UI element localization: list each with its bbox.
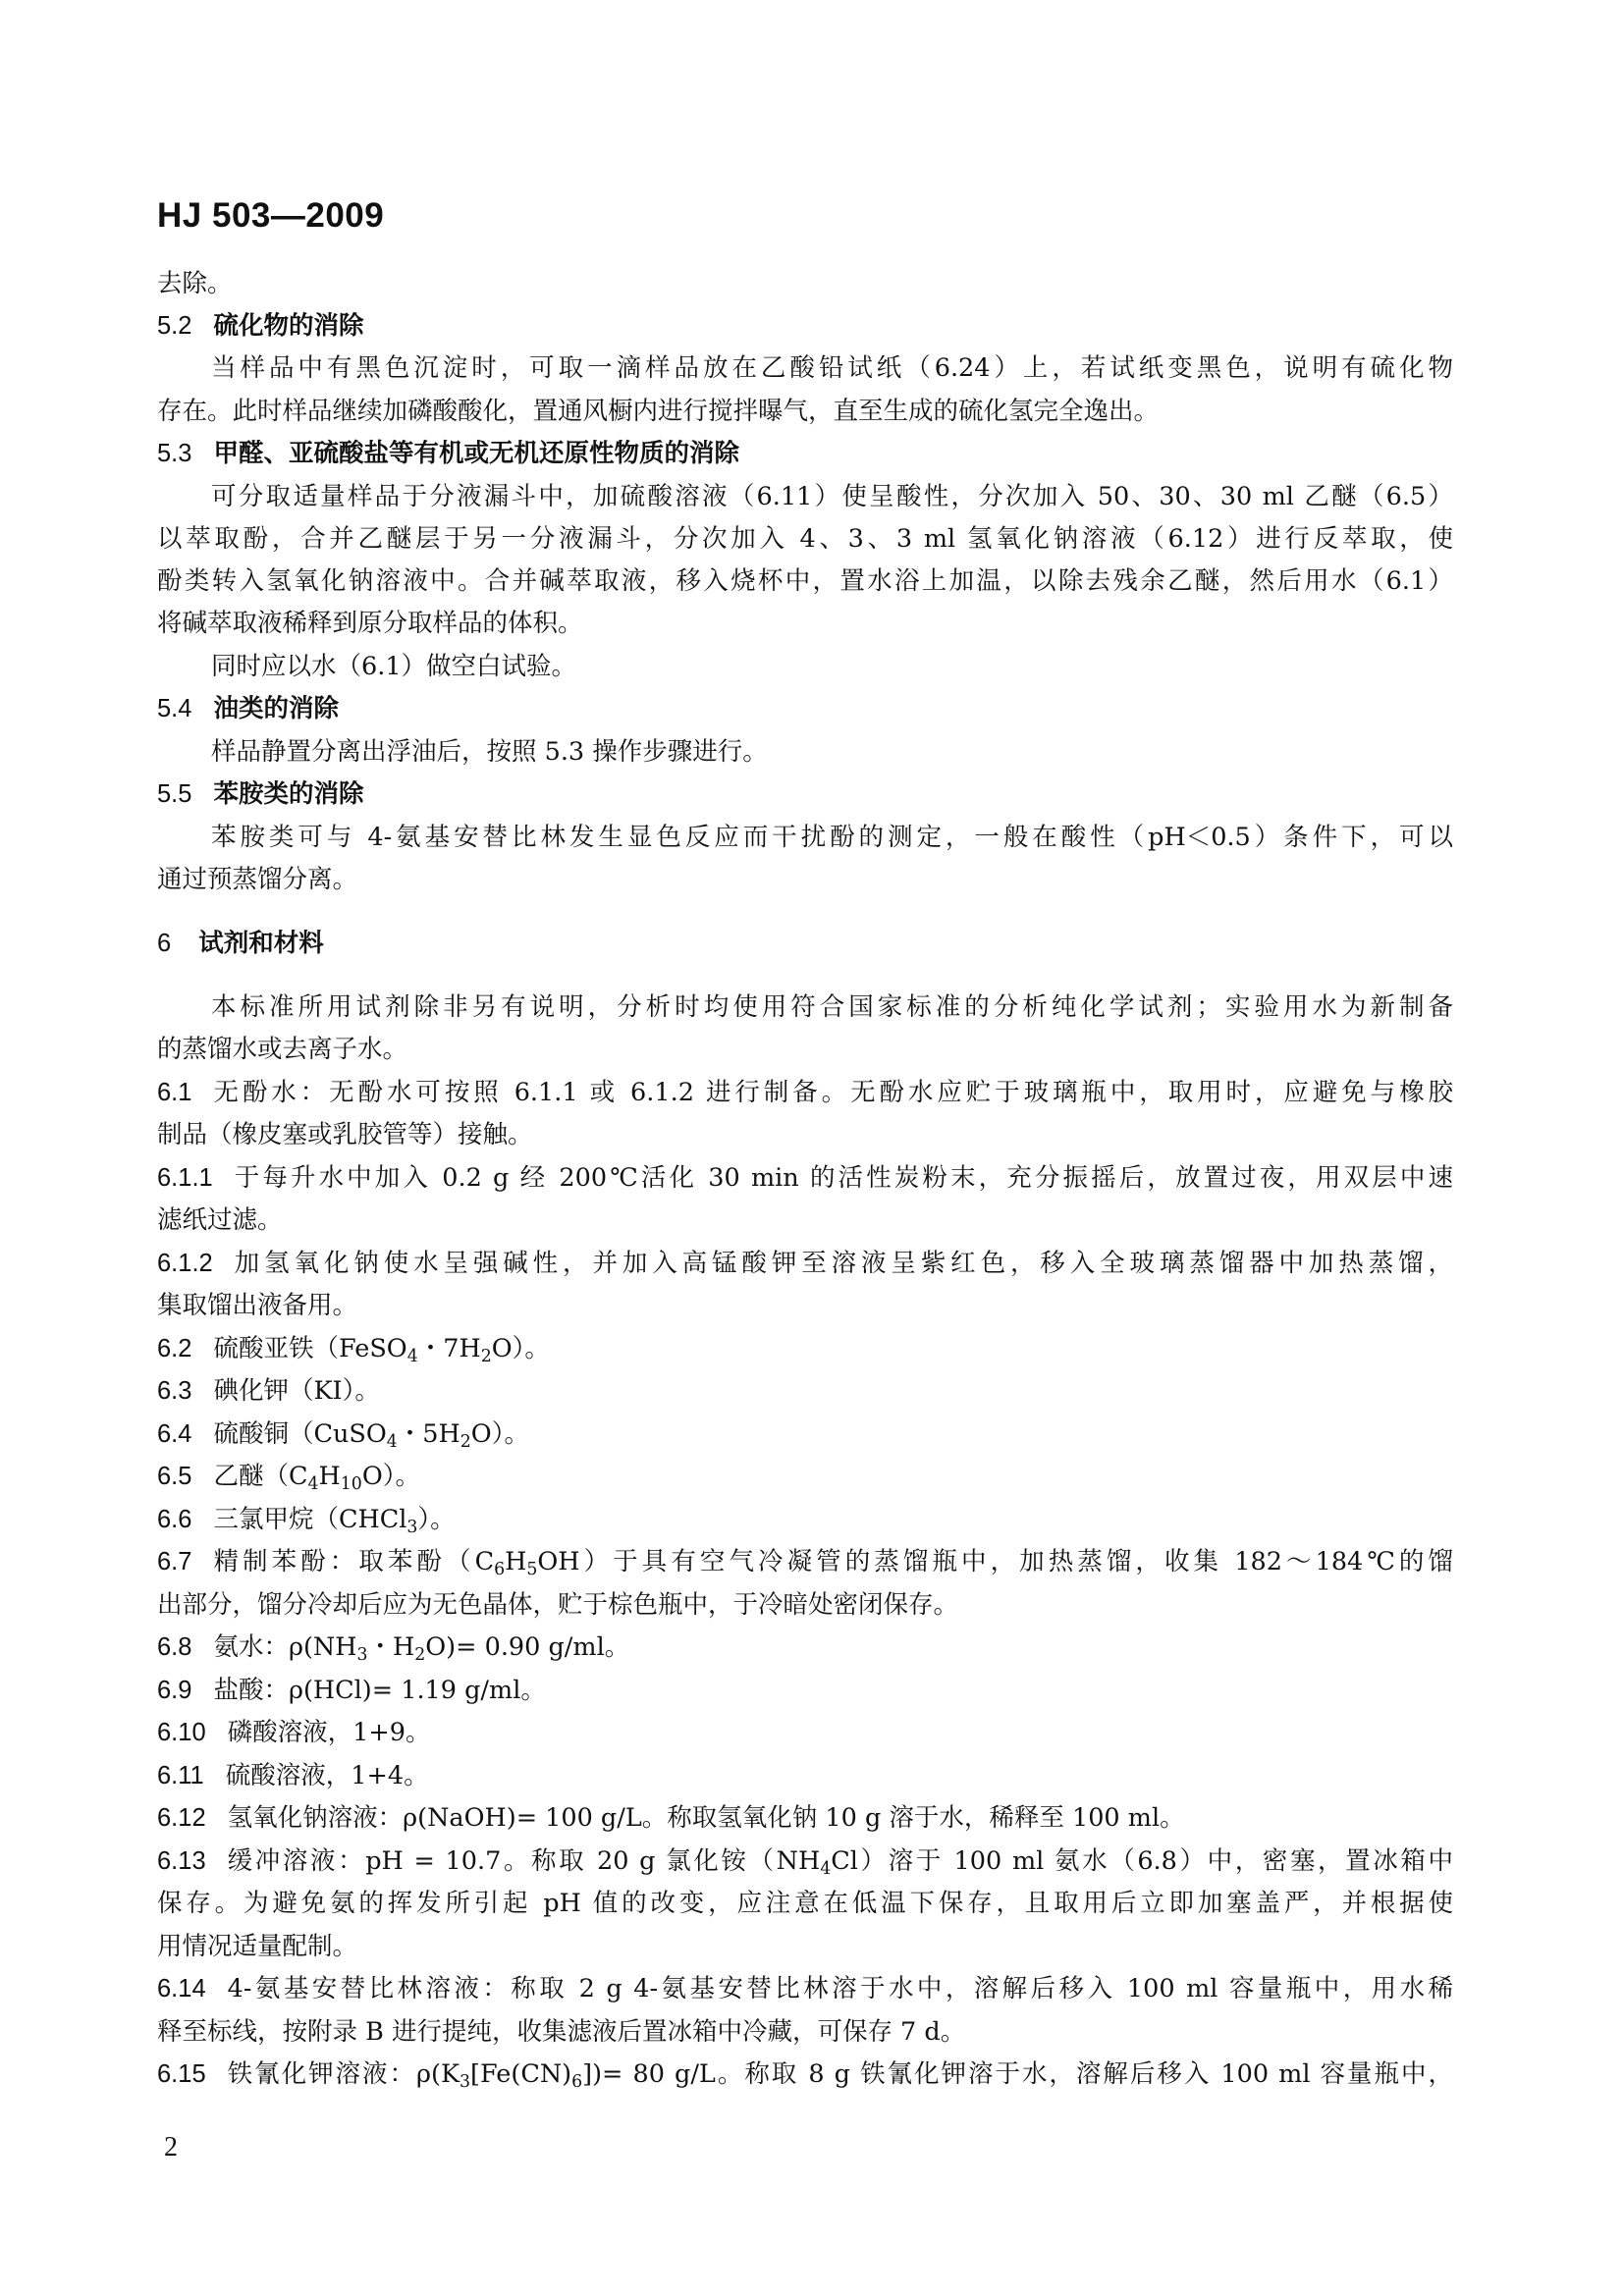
clause-text: 碘化钾（KI）。 [213, 1376, 380, 1406]
paragraph-line [157, 1029, 1453, 1070]
subscript: 2 [460, 1431, 471, 1452]
line-text: 本标准所用试剂除非另有说明，分析时均使用符合国家标准的分析纯化学试剂；实验用水为新制备 [211, 992, 1453, 1022]
clause-item [157, 1370, 1453, 1412]
paragraph-line [157, 817, 1453, 858]
clause-number: 6.4 [157, 1420, 192, 1448]
line-text: 苯胺类可与 4-氨基安替比林发生显色反应而干扰酚的测定，一般在酸性（pH＜0.5）条件下，可以 [211, 823, 1453, 852]
subscript: 4 [820, 1858, 832, 1879]
section-title: 油类的消除 [213, 694, 339, 723]
clause-text: 硫酸铜（CuSO$_4$・$5H_2O$）。 [213, 1419, 529, 1452]
section-title: 甲醛、亚硫酸盐等有机或无机还原性物质的消除 [213, 439, 739, 468]
subscript: 6 [494, 1559, 506, 1579]
standard-code: HJ [157, 196, 202, 235]
paragraph-line [157, 603, 1453, 644]
clause-number: 6.11 [157, 1762, 204, 1789]
paragraph-line [157, 1114, 1453, 1155]
clause-number: 6.15 [157, 2060, 206, 2088]
line-text: 制品（橡皮塞或乳胶管等）接触。 [157, 1120, 533, 1149]
subscript: 6 [571, 2071, 583, 2092]
section-number: 5.3 [157, 440, 192, 467]
section-number: 5.2 [157, 312, 192, 340]
line-text: 可分取适量样品于分液漏斗中，加硫酸溶液（6.11）使呈酸性，分次加入 50、30、30 ml 乙醚（6.5） [211, 482, 1453, 511]
line-text: 出部分，馏分冷却后应为无色晶体，贮于棕色瓶中，于冷暗处密闭保存。 [157, 1590, 959, 1620]
paragraph-line [157, 987, 1453, 1028]
line-text: 同时应以水（6.1）做空白试验。 [211, 652, 577, 681]
paragraph-line [157, 391, 1453, 432]
clause-text: 加氢氧化钠使水呈强碱性，并加入高锰酸钾至溶液呈紫红色，移入全玻璃蒸馏器中加热蒸馏， [234, 1249, 1453, 1278]
clause-number: 6.7 [157, 1548, 192, 1575]
clause-number: 6.13 [157, 1847, 206, 1875]
subsection-heading [157, 433, 1453, 474]
clause-item [157, 1414, 1453, 1455]
subscript: 4 [307, 1473, 319, 1494]
clause-text: 硫酸溶液，1+4。 [225, 1761, 429, 1790]
paragraph-line [157, 476, 1453, 517]
clause-number: 6.5 [157, 1463, 192, 1490]
subscript: 2 [480, 1346, 492, 1366]
section-title: 试剂和材料 [198, 929, 324, 958]
subsection-heading [157, 688, 1453, 729]
clause-text: 盐酸：ρ(HCl)= 1.19 g/ml。 [213, 1676, 546, 1705]
paragraph-line [157, 859, 1453, 900]
subscript: 3 [460, 2071, 471, 2092]
clause-number: 6.12 [157, 1804, 206, 1832]
clause-item [157, 1797, 1453, 1839]
clause-number: 6.8 [157, 1633, 192, 1661]
clause-item [157, 1072, 1453, 1113]
subsection-heading [157, 305, 1453, 347]
line-text: 酚类转入氢氧化钠溶液中。合并碱萃取液，移入烧杯中，置水浴上加温，以除去残余乙醚，然后用水（6.1） [157, 566, 1453, 596]
clause-item [157, 1627, 1453, 1668]
clause-number: 6.9 [157, 1677, 192, 1704]
clause-text: 于每升水中加入 0.2 g 经 200℃活化 30 min 的活性炭粉末，充分振摇后，放置过夜，用双层中速 [234, 1163, 1453, 1193]
paragraph-line [157, 561, 1453, 602]
clause-text: 铁氰化钾溶液：$\rho(K_3[Fe(CN)_6])= 80$ g/L。称取 8 g 铁氰化钾溶于水，溶解后移入 100 ml 容量瓶中， [227, 2059, 1453, 2092]
section-number: 5.5 [157, 780, 192, 808]
clause-item [157, 2054, 1453, 2095]
clause-text: 硫酸亚铁（FeSO$_4$・$7H_2O$）。 [213, 1334, 550, 1366]
subscript: 10 [340, 1473, 362, 1494]
line-text: 以萃取酚，合并乙醚层于另一分液漏斗，分次加入 4、3、3 ml 氢氧化钠溶液（6.12）进行反萃取，使 [157, 524, 1453, 554]
subscript: 2 [414, 1644, 426, 1665]
section-number: 5.4 [157, 695, 192, 722]
line-text: 滤纸过滤。 [157, 1205, 283, 1235]
clause-item [157, 1712, 1453, 1753]
line-text: 保存。为避免氨的挥发所引起 pH 值的改变，应注意在低温下保存，且取用后立即加塞盖严，并根据使 [157, 1889, 1453, 1918]
line-text: 样品静置分离出浮油后，按照 5.3 操作步骤进行。 [211, 737, 768, 767]
line-text: 集取馏出液备用。 [157, 1291, 358, 1320]
paragraph-line [157, 1883, 1453, 1924]
line-text: 通过预蒸馏分离。 [157, 865, 358, 894]
line-text: 用情况适量配制。 [157, 1932, 358, 1961]
standard-number: 503—2009 [211, 196, 385, 235]
line-text: 的蒸馏水或去离子水。 [157, 1035, 408, 1064]
clause-item [157, 1456, 1453, 1497]
clause-number: 6.1.2 [157, 1250, 213, 1277]
paragraph-line [157, 1584, 1453, 1626]
paragraph-line [157, 1200, 1453, 1241]
clause-number: 6.6 [157, 1506, 192, 1533]
clause-item [157, 1243, 1453, 1284]
clause-text: 氨水：$\rho(NH_3$・$H_2O)= 0.90$ g/ml。 [213, 1632, 630, 1665]
clause-item [157, 1499, 1453, 1540]
paragraph-line [157, 263, 1453, 304]
line-text: 当样品中有黑色沉淀时，可取一滴样品放在乙酸铅试纸（6.24）上，若试纸变黑色，说明有硫化物 [211, 353, 1453, 383]
page-number: 2 [164, 2132, 178, 2163]
paragraph-line [157, 646, 1453, 687]
line-text: 存在。此时样品继续加磷酸酸化，置通风橱内进行搅拌曝气，直至生成的硫化氢完全逸出。 [157, 397, 1160, 426]
paragraph-line [157, 1285, 1453, 1326]
paragraph-line [157, 347, 1453, 389]
clause-number: 6.10 [157, 1719, 206, 1746]
line-text: 将碱萃取液稀释到原分取样品的体积。 [157, 609, 583, 638]
subscript: 4 [386, 1431, 398, 1452]
subscript: 3 [356, 1644, 368, 1665]
standard-header [157, 196, 384, 236]
section-number: 6 [157, 930, 172, 957]
clause-item [157, 1755, 1453, 1796]
section-heading [157, 923, 1453, 964]
clause-item [157, 1157, 1453, 1199]
clause-text: 缓冲溶液：pH = 10.7。称取 20 g 氯化铵$(NH_4Cl)$溶于 100 ml 氨水（6.8）中，密塞，置冰箱中 [227, 1846, 1454, 1879]
clause-item [157, 1670, 1453, 1711]
clause-text: 无酚水：无酚水可按照 6.1.1 或 6.1.2 进行制备。无酚水应贮于玻璃瓶中，取用时，应避免与橡胶 [213, 1078, 1453, 1107]
section-title: 苯胺类的消除 [213, 779, 364, 809]
clause-number: 6.1.1 [157, 1164, 213, 1192]
clause-text: 精制苯酚：取苯酚$(C_6H_5OH)$于具有空气冷凝管的蒸馏瓶中，加热蒸馏，收集 182～184℃的馏 [213, 1547, 1454, 1579]
paragraph-line [157, 2011, 1453, 2053]
subsection-heading [157, 774, 1453, 815]
clause-item [157, 1968, 1453, 2009]
clause-item [157, 1541, 1453, 1582]
paragraph-line [157, 1926, 1453, 1967]
paragraph-line [157, 518, 1453, 560]
paragraph-line [157, 731, 1453, 773]
clause-number: 6.3 [157, 1377, 192, 1405]
clause-item [157, 1328, 1453, 1369]
clause-text: 乙醚$(C_4H_{10}O)$。 [213, 1462, 420, 1494]
line-text: 去除。 [157, 269, 233, 298]
subscript: 3 [406, 1517, 418, 1537]
section-title: 硫化物的消除 [213, 311, 364, 341]
clause-number: 6.2 [157, 1335, 192, 1362]
clause-number: 6.1 [157, 1079, 192, 1106]
clause-text: 4-氨基安替比林溶液：称取 2 g 4-氨基安替比林溶于水中，溶解后移入 100 ml 容量瓶中，用水稀 [227, 1974, 1453, 2003]
clause-item [157, 1841, 1453, 1882]
line-text: 释至标线，按附录 B 进行提纯，收集滤液后置冰箱中冷藏，可保存 7 d。 [157, 2017, 966, 2047]
clause-text: 氢氧化钠溶液：ρ(NaOH)= 100 g/L。称取氢氧化钠 10 g 溶于水，稀释至 100 ml。 [227, 1803, 1185, 1833]
subscript: 5 [526, 1559, 538, 1579]
clause-text: 三氯甲烷（CHCl$_3$）。 [213, 1505, 456, 1537]
subscript: 4 [406, 1346, 418, 1366]
clause-text: 磷酸溶液，1+9。 [227, 1718, 431, 1747]
clause-number: 6.14 [157, 1975, 206, 2002]
